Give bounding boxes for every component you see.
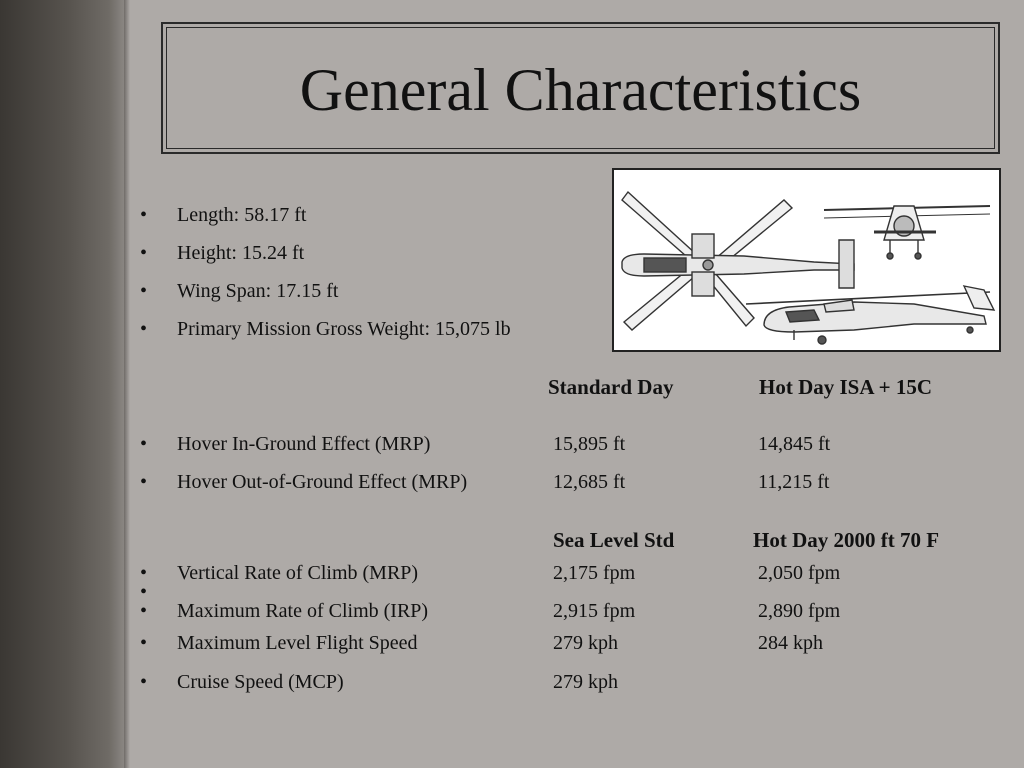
bullet: • <box>140 581 148 603</box>
row-value-sea-level: 2,175 fpm <box>553 562 636 584</box>
helicopter-image <box>612 168 1001 352</box>
row-value-standard: 12,685 ft <box>553 471 626 493</box>
header-standard-day: Standard Day <box>548 375 674 399</box>
bullet: • <box>140 600 148 622</box>
row-label: Hover Out-of-Ground Effect (MRP) <box>177 471 468 493</box>
title-box <box>161 22 1000 154</box>
row-value-hot-day: 284 kph <box>758 632 823 654</box>
bullet: • <box>140 471 148 493</box>
slide-title: General Characteristics <box>299 57 862 123</box>
spec-gross-weight: Primary Mission Gross Weight: 15,075 lb <box>177 318 511 340</box>
row-label: Cruise Speed (MCP) <box>177 671 344 693</box>
bullet: • <box>140 318 148 340</box>
row-value-sea-level: 2,915 fpm <box>553 600 636 622</box>
slide-sidebar-decoration <box>0 0 124 768</box>
header-hot-day-2000ft: Hot Day 2000 ft 70 F <box>753 528 940 552</box>
spec-length: Length: 58.17 ft <box>177 204 307 226</box>
row-label: Hover In-Ground Effect (MRP) <box>177 433 431 455</box>
spec-height: Height: 15.24 ft <box>177 242 305 264</box>
row-value-hot-day: 2,050 fpm <box>758 562 841 584</box>
bullet: • <box>140 204 148 226</box>
row-label: Vertical Rate of Climb (MRP) <box>177 562 419 584</box>
bullet: • <box>140 562 148 584</box>
bullet: • <box>140 671 148 693</box>
row-value-sea-level: 279 kph <box>553 632 618 654</box>
bullet: • <box>140 280 148 302</box>
row-value-hot: 14,845 ft <box>758 433 831 455</box>
header-sea-level-std: Sea Level Std <box>553 528 675 552</box>
bullet: • <box>140 242 148 264</box>
row-label: Maximum Level Flight Speed <box>177 632 418 654</box>
spec-wing-span: Wing Span: 17.15 ft <box>177 280 339 302</box>
helicopter-three-view-icon <box>614 170 999 350</box>
row-value-hot: 11,215 ft <box>758 471 830 493</box>
bullet: • <box>140 433 148 455</box>
row-value-sea-level: 279 kph <box>553 671 618 693</box>
row-value-standard: 15,895 ft <box>553 433 626 455</box>
row-value-hot-day: 2,890 fpm <box>758 600 841 622</box>
bullet: • <box>140 632 148 654</box>
header-hot-day-isa: Hot Day ISA + 15C <box>759 375 932 399</box>
row-label: Maximum Rate of Climb (IRP) <box>177 600 429 622</box>
